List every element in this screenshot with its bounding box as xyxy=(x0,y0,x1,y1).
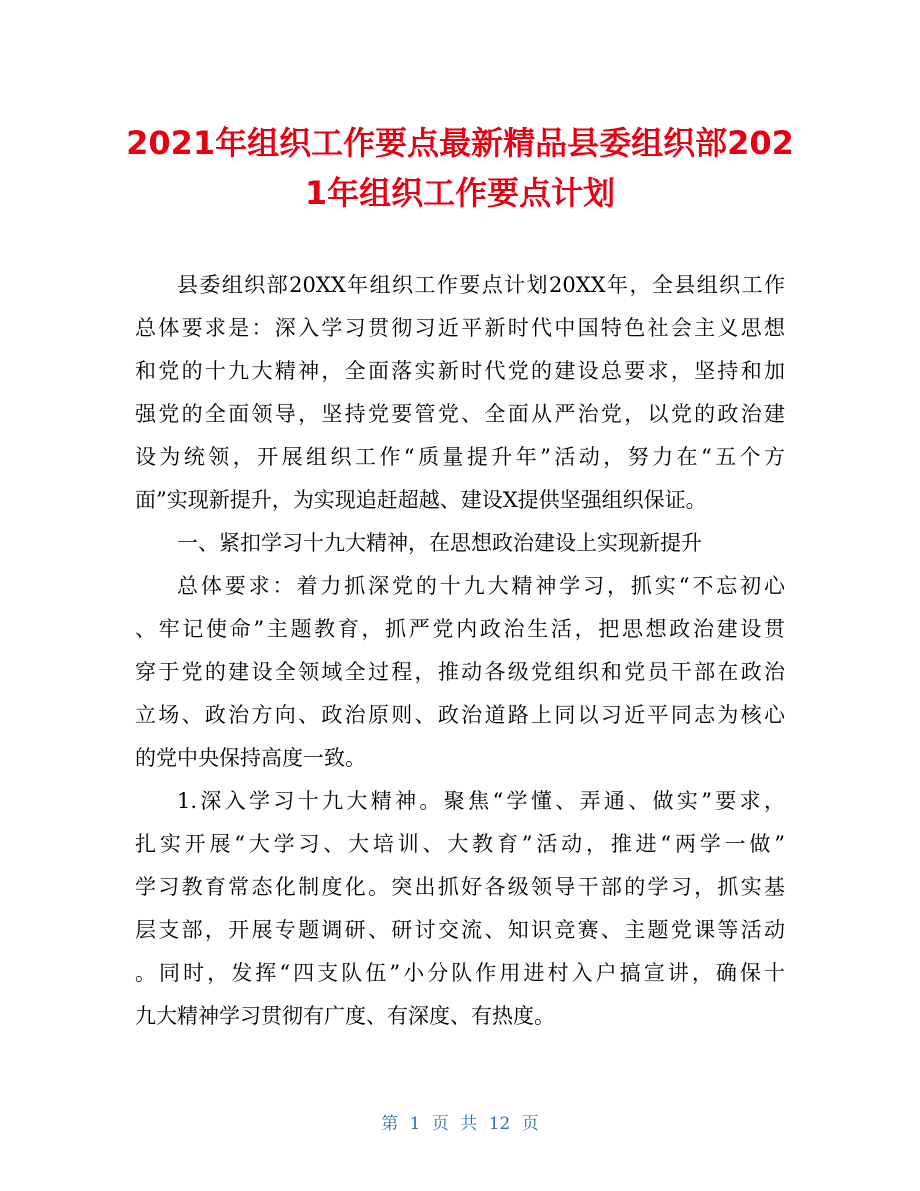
text-line: 和党的十九大精神，全面落实新时代党的建设总要求，坚持和加 xyxy=(135,359,785,383)
text-line: 。同时，发挥“四支队伍”小分队作用进村入户搞宣讲，确保十 xyxy=(135,961,785,985)
text-line: 设为统领，开展组织工作“质量提升年”活动，努力在“五个方 xyxy=(135,445,785,469)
text-line: 强党的全面领导，坚持党要管党、全面从严治党，以党的政治建 xyxy=(135,402,785,426)
text-line: 九大精神学习贯彻有广度、有深度、有热度。 xyxy=(135,1004,555,1028)
section-heading xyxy=(135,522,785,565)
text-line: 学习教育常态化制度化。突出抓好各级领导干部的学习，抓实基 xyxy=(135,875,785,899)
document-body xyxy=(135,264,785,1038)
text-line: 的党中央保持高度一致。 xyxy=(135,746,366,770)
page-number-footer: 第 1 页 共 12 页 xyxy=(381,1114,539,1134)
text-line: 、牢记使命”主题教育，抓严党内政治生活，把思想政治建设贯 xyxy=(135,617,785,641)
text-line: 一、紧扣学习十九大精神，在思想政治建设上实现新提升 xyxy=(177,531,702,555)
title-line-2: 1年组织工作要点计划 xyxy=(304,174,616,212)
text-line: 总体要求：着力抓深党的十九大精神学习，抓实“不忘初心 xyxy=(177,574,785,598)
document-title xyxy=(120,118,800,218)
text-line: 总体要求是：深入学习贯彻习近平新时代中国特色社会主义思想 xyxy=(135,316,785,340)
text-line: 扎实开展“大学习、大培训、大教育”活动，推进“两学一做” xyxy=(135,832,785,856)
title-line-1: 2021年组织工作要点最新精品县委组织部202 xyxy=(126,124,794,162)
text-line: 穿于党的建设全领域全过程，推动各级党组织和党员干部在政治 xyxy=(135,660,785,684)
text-line: 县委组织部20XX年组织工作要点计划20XX年，全县组织工作 xyxy=(177,273,785,297)
paragraph-intro xyxy=(135,264,785,522)
text-line: 立场、政治方向、政治原则、政治道路上同以习近平同志为核心 xyxy=(135,703,785,727)
paragraph-item-1 xyxy=(135,780,785,1038)
paragraph-overall-requirements xyxy=(135,565,785,780)
text-line: 层支部，开展专题调研、研讨交流、知识竞赛、主题党课等活动 xyxy=(135,918,785,942)
text-line: 面”实现新提升，为实现追赶超越、建设X提供坚强组织保证。 xyxy=(135,488,707,512)
text-line: 1.深入学习十九大精神。聚焦“学懂、弄通、做实”要求， xyxy=(177,789,785,813)
